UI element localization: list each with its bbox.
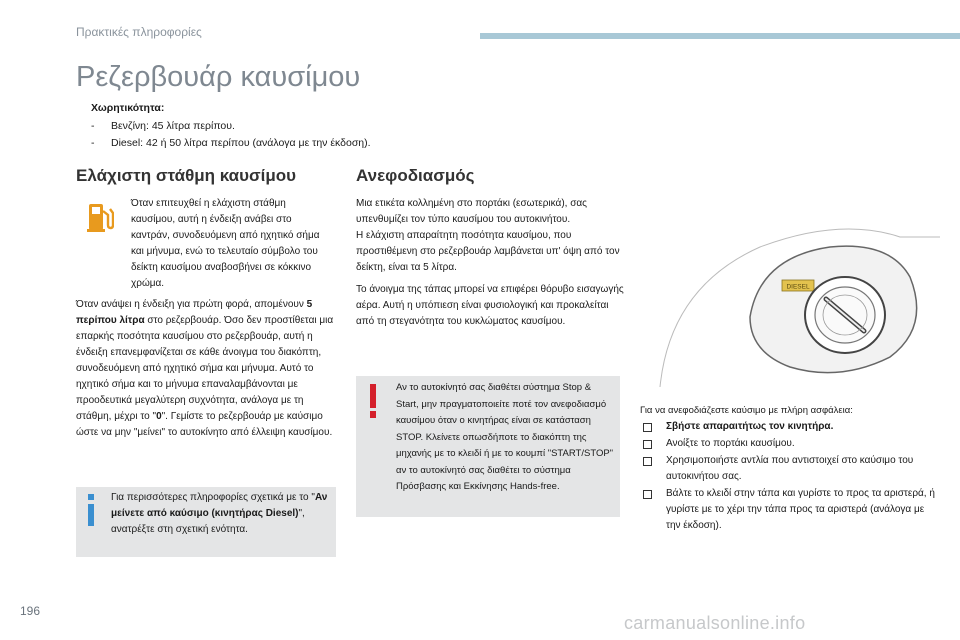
- capacity-item-diesel: - Diesel: 42 ή 50 λίτρα περίπου (ανάλογα με την έκδοση).: [91, 135, 371, 152]
- header-bar: [480, 33, 960, 39]
- low-level-heading: Ελάχιστη στάθμη καυσίμου: [76, 166, 297, 185]
- refuel-step-text: Χρησιμοποιήστε αντλία που αντιστοιχεί στο καύσιμο του αυτοκινήτου σας.: [666, 455, 914, 482]
- refuel-step: [640, 436, 940, 452]
- info-text: [111, 490, 331, 538]
- low-level-body-post: ". Γεμίστε το ρεζερβουάρ με καύσιμο ώστε να μην "μείνει" το αυτοκίνητο από έλλειψη καυσίμου.: [76, 411, 333, 438]
- low-level-body-bold: 5 περίπου λίτρα: [76, 299, 313, 326]
- low-level-intro: Όταν επιτευχθεί η ελάχιστη στάθμη καυσίμου, αυτή η ένδειξη ανάβει στο καντράν, συνοδευόμενη από ηχητικό σήμα και μήνυμα, ενώ το τελευταίο σύμβολο του δείκτη καυσίμου αναβοσβήνει σε κόκκινο χρώμα.: [131, 198, 320, 289]
- refuel-label-note: Μια ετικέτα κολλημένη στο πορτάκι (εσωτερικά), σας υπενθυμίζει τον τύπο καυσίμου του αυτοκινήτου.: [356, 198, 587, 225]
- refuel-minimum-note: Η ελάχιστη απαραίτητη ποσότητα καυσίμου, που προστιθέμενη στο ρεζερβουάρ λαμβάνεται υπ' όψη από τον δείκτη, είναι τα 5 λίτρα.: [356, 230, 620, 273]
- capacity-item-petrol: - Βενζίνη: 45 λίτρα περίπου.: [91, 118, 371, 135]
- capacity-label: Χωρητικότητα:: [91, 102, 165, 114]
- refuel-steps-intro: Για να ανεφοδιάζεστε καύσιμο με πλήρη ασφάλεια:: [640, 405, 853, 416]
- watermark: carmanualsonline.info: [624, 613, 806, 633]
- refuel-step-text: Σβήστε απαραιτήτως τον κινητήρα.: [666, 421, 834, 432]
- refuel-step: [640, 486, 940, 534]
- refuel-step: [640, 419, 940, 435]
- capacity-list: [91, 118, 371, 152]
- fuel-pump-icon: [86, 201, 114, 233]
- low-level-body-zero: 0: [156, 411, 162, 422]
- refuel-step-text: Ανοίξτε το πορτάκι καυσίμου.: [666, 438, 795, 449]
- info-text-post: ", ανατρέξτε στη σχετική ενότητα.: [111, 508, 305, 535]
- checkbox-icon: [643, 440, 652, 449]
- section-label: Πρακτικές πληροφορίες: [76, 25, 202, 39]
- checkbox-icon: [643, 490, 652, 499]
- warning-text: Αν το αυτοκίνητό σας διαθέτει σύστημα Stop & Start, μην πραγματοποιείτε ποτέ τον ανεφοδιασμό καυσίμου όταν ο κινητήρας είναι σε κατάσταση STOP. Κλείνετε οπωσδήποτε το διακόπτη της μηχανής με το κλειδί ή με το κουμπί "START/STOP" αν το αυτοκίνητό σας διαθέτει το σύστημα Πρόσβασης και Εκκίνησης Hands-free.: [396, 382, 614, 492]
- refuel-paragraph-2: Το άνοιγμα της τάπας μπορεί να επιφέρει θόρυβο εισαγωγής αέρα. Αυτή η υπόπιεση είναι φυσιολογική και προκαλείται από τη στεγανότητα του κυκλώματος καυσίμου.: [356, 284, 624, 327]
- refuel-paragraph-1: [356, 196, 624, 276]
- info-text-bold: Αν μείνετε από καύσιμο (κινητήρας Diesel): [111, 492, 328, 519]
- checkbox-icon: [643, 423, 652, 432]
- fuel-cap-illustration: [640, 207, 940, 397]
- low-level-body-pre: Όταν ανάψει η ένδειξη για πρώτη φορά, απομένουν: [76, 299, 307, 310]
- refuel-steps: [640, 419, 940, 535]
- info-text-pre: Για περισσότερες πληροφορίες σχετικά με το ": [111, 492, 315, 503]
- refuel-heading: Ανεφοδιασμός: [356, 166, 475, 185]
- refuel-step: [640, 453, 940, 485]
- refuel-step-text: Βάλτε το κλειδί στην τάπα και γυρίστε το προς τα αριστερά, ή γυρίστε με το χέρι την τάπα προς τα αριστερά (ανάλογα με την έκδοση).: [666, 488, 935, 531]
- low-level-body: [76, 297, 336, 441]
- fuel-type-label: DIESEL: [786, 283, 810, 291]
- page-number: 196: [20, 604, 41, 618]
- checkbox-icon: [643, 457, 652, 466]
- low-level-body-mid: στο ρεζερβουάρ. Όσο δεν προστίθεται μια επαρκής ποσότητα καυσίμου στο ρεζερβουάρ, αυτή η ένδειξη επανεμφανίζεται σε κάθε άνοιγμα του διακόπτη, συνοδευόμενη από ηχητικό σήμα και μήνυμα. Αυτό το ηχητικό σήμα και το μήνυμα επαναλαμβάνονται με προοδευτικά μεγαλύτερη συχνότητα, ανάλογα με τη στάθμη, μέχρι το ": [76, 315, 334, 422]
- info-icon: [84, 494, 98, 526]
- warning-icon: [368, 384, 378, 418]
- page-title: Ρεζερβουάρ καυσίμου: [76, 61, 361, 93]
